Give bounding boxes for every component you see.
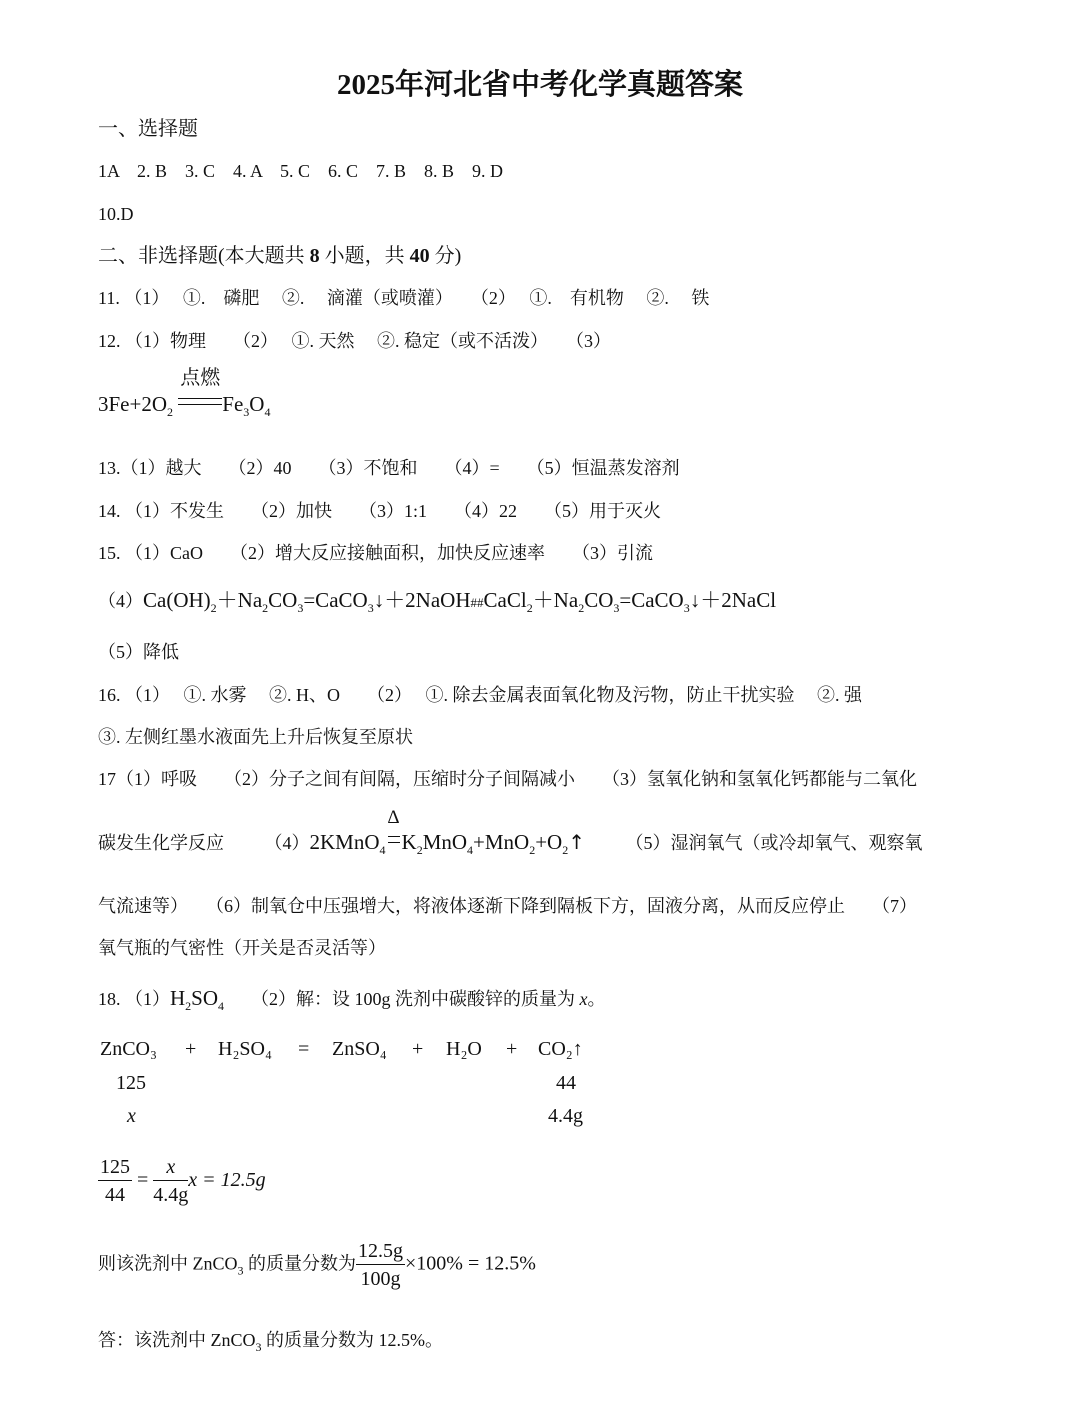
mc-answers-line-1: 1A 2. B 3. C 4. A 5. C 6. C 7. B 8. B 9. D (98, 161, 504, 181)
q12-answer: 12. （1）物理 （2） ①. 天然 ②. 稳定（或不活泼） （3） (98, 331, 611, 351)
q17-answer-line-1: 17（1）呼吸 （2）分子之间有间隔，压缩时分子间隔减小 （3）氢氧化钠和氢氧化钙都能与二氧化 (98, 769, 917, 789)
mass-ratio-left: 125 (116, 1072, 146, 1094)
q17-answer-line-4: 氧气瓶的气密性（开关是否灵活等） (98, 938, 386, 958)
q16-answer-line-1: 16. （1） ①. 水雾 ②. H、O （2） ①. 除去金属表面氧化物及污物，防止干扰实验 ②. 强 (98, 685, 862, 705)
q14-answer: 14. （1）不发生 （2）加快 （3）1:1 （4）22 （5）用于灭火 (98, 501, 661, 521)
mc-answers-line-2: 10.D (98, 204, 134, 224)
q17-equation: 2KMnO$_4$ Δ $K_2MnO_4+MnO_2+O_2↑$ (309, 807, 585, 857)
q18-final-answer: 答：该洗剂中 ZnCO$_3$ 的质量分数为 12.5%。 (98, 1330, 443, 1354)
reaction-condition: 点燃 (178, 392, 222, 416)
section-2-heading: 二、非选择题(本大题共 8 小题，共 40 分) (98, 245, 462, 267)
unknown-mass: x (127, 1105, 136, 1127)
section-1-heading: 一、选择题 (98, 118, 198, 140)
q13-answer: 13.（1）越大 （2）40 （3）不饱和 （4）= （5）恒温蒸发溶剂 (98, 458, 680, 478)
q15-part5-answer: （5）降低 (98, 642, 179, 662)
q12-equation: $3Fe+2O_2$ 点燃 $Fe_3O_4$ (98, 367, 271, 419)
gas-arrow-icon: ↑ (568, 830, 585, 854)
q11-answer: 11. （1） ①. 磷肥 ②. 滴灌（或喷灌） （2） ①. 有机物 ②. 铁 (98, 288, 710, 308)
known-mass: 4.4g (548, 1105, 583, 1127)
heat-condition: Δ (386, 830, 402, 854)
q17-answer-line-3: 气流速等） （6）制氧仓中压强增大，将液体逐渐下降到隔板下方，固液分离，从而反应停止 （7） (98, 896, 917, 916)
document-title: 2025年河北省中考化学真题答案 (336, 69, 743, 101)
q15-answer: 15. （1）CaO （2）增大反应接触面积，加快反应速率 （3）引流 (98, 543, 653, 563)
q16-answer-line-2: ③. 左侧红墨水液面先上升后恢复至原状 (98, 727, 413, 747)
q18-proportion: $\frac{125}{44}$ = $\frac{x}{4.4g}$ x = 12.5g (100, 1156, 266, 1206)
q18-mass-fraction: 则该洗剂中 ZnCO$_3$ 的质量分数为 $\frac{12.5g}{100g}$ ×100% = 12.5% (98, 1240, 536, 1290)
mass-ratio-right: 44 (556, 1072, 576, 1094)
q18-answer-line-1: 18. $(1)H_2SO_4$ （2）解：设 100g 洗剂中碳酸锌的质量为 x。 (98, 986, 606, 1013)
q17-answer-line-2: 碳发生化学反应 （4）2KMnO$_4$ Δ $K_2MnO_4+MnO_2+O_2↑$ （5）湿润氧气（或冷却氧气、观察氧 (98, 807, 923, 857)
q15-part4-equation: $(4)Ca(OH)_2+Na_2CO_3=CaCO_3↓+2NaOH\#\#CaCl_2+Na_2CO_3=CaCO_3↓+2NaCl$ (98, 588, 777, 615)
